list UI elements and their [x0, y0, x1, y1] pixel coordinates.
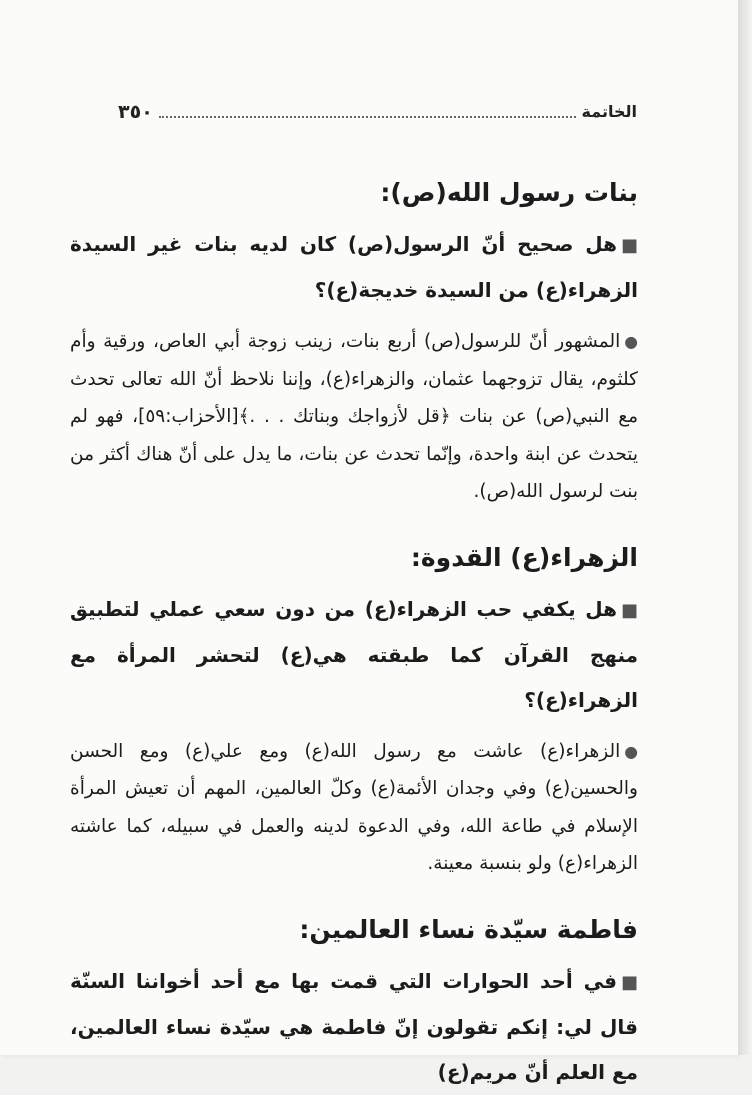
page-content — [70, 168, 638, 1095]
answer-paragraph — [70, 323, 638, 511]
question-paragraph — [70, 587, 638, 723]
page-number: ٣٥٠ — [118, 101, 153, 123]
bullet-marker-icon: ● — [624, 741, 638, 761]
page-header — [118, 96, 637, 122]
running-title: الخاتمة — [581, 102, 637, 121]
section-heading: فاطمة سيّدة نساء العالمين: — [299, 914, 638, 944]
answer-text: الزهراء(ع) عاشت مع رسول الله(ع) ومع علي(ع) ومع الحسن والحسين(ع) وفي وجدان الأئمة(ع) وكلّ العالمين، المهم أن تعيش المرأة الإسلام في طاعة الله، وفي الدعوة لدينه والعمل في سبيله، كما عاشته الزهراء(ع) ولو بنسبة معينة. — [70, 740, 638, 874]
question-text: هل يكفي حب الزهراء(ع) من دون سعي عملي لتطبيق منهج القرآن كما طبقته هي(ع) لتحشر المرأة مع الزهراء(ع)؟ — [70, 596, 638, 712]
square-marker-icon: ■ — [620, 971, 638, 993]
question-text: هل صحيح أنّ الرسول(ص) كان لديه بنات غير السيدة الزهراء(ع) من السيدة خديجة(ع)؟ — [70, 232, 638, 302]
question-paragraph — [70, 222, 638, 313]
question-text: في أحد الحوارات التي قمت بها مع أحد أخواننا السنّة قال لي: إنكم تقولون إنّ فاطمة هي سيّدة نساء العالمين، مع العلم أنّ مريم(ع) — [70, 968, 638, 1084]
question-paragraph — [70, 959, 638, 1095]
section-heading: الزهراء(ع) القدوة: — [410, 542, 638, 572]
page-gutter-shadow — [738, 0, 752, 1055]
answer-text: المشهور أنّ للرسول(ص) أربع بنات، زينب زوجة أبي العاص، ورقية وأم كلثوم، يقال تزوجهما عثمان، والزهراء(ع)، وإننا نلاحظ أنّ الله تعالى تحدث مع النبي(ص) عن بنات ﴿قل لأزواجك وبناتك . . .﴾[الأحزاب:٥٩]، فهو لم يتحدث عن ابنة واحدة، وإنّما تحدث عن بنات، ما يدل على أنّ هناك أكثر من بنت لرسول الله(ص). — [70, 331, 638, 502]
header-dotted-leader — [159, 116, 576, 118]
section-heading: بنات رسول الله(ص): — [380, 178, 638, 207]
square-marker-icon: ■ — [620, 599, 638, 621]
bullet-marker-icon: ● — [624, 332, 638, 351]
answer-paragraph — [70, 733, 638, 883]
square-marker-icon: ■ — [620, 235, 638, 256]
